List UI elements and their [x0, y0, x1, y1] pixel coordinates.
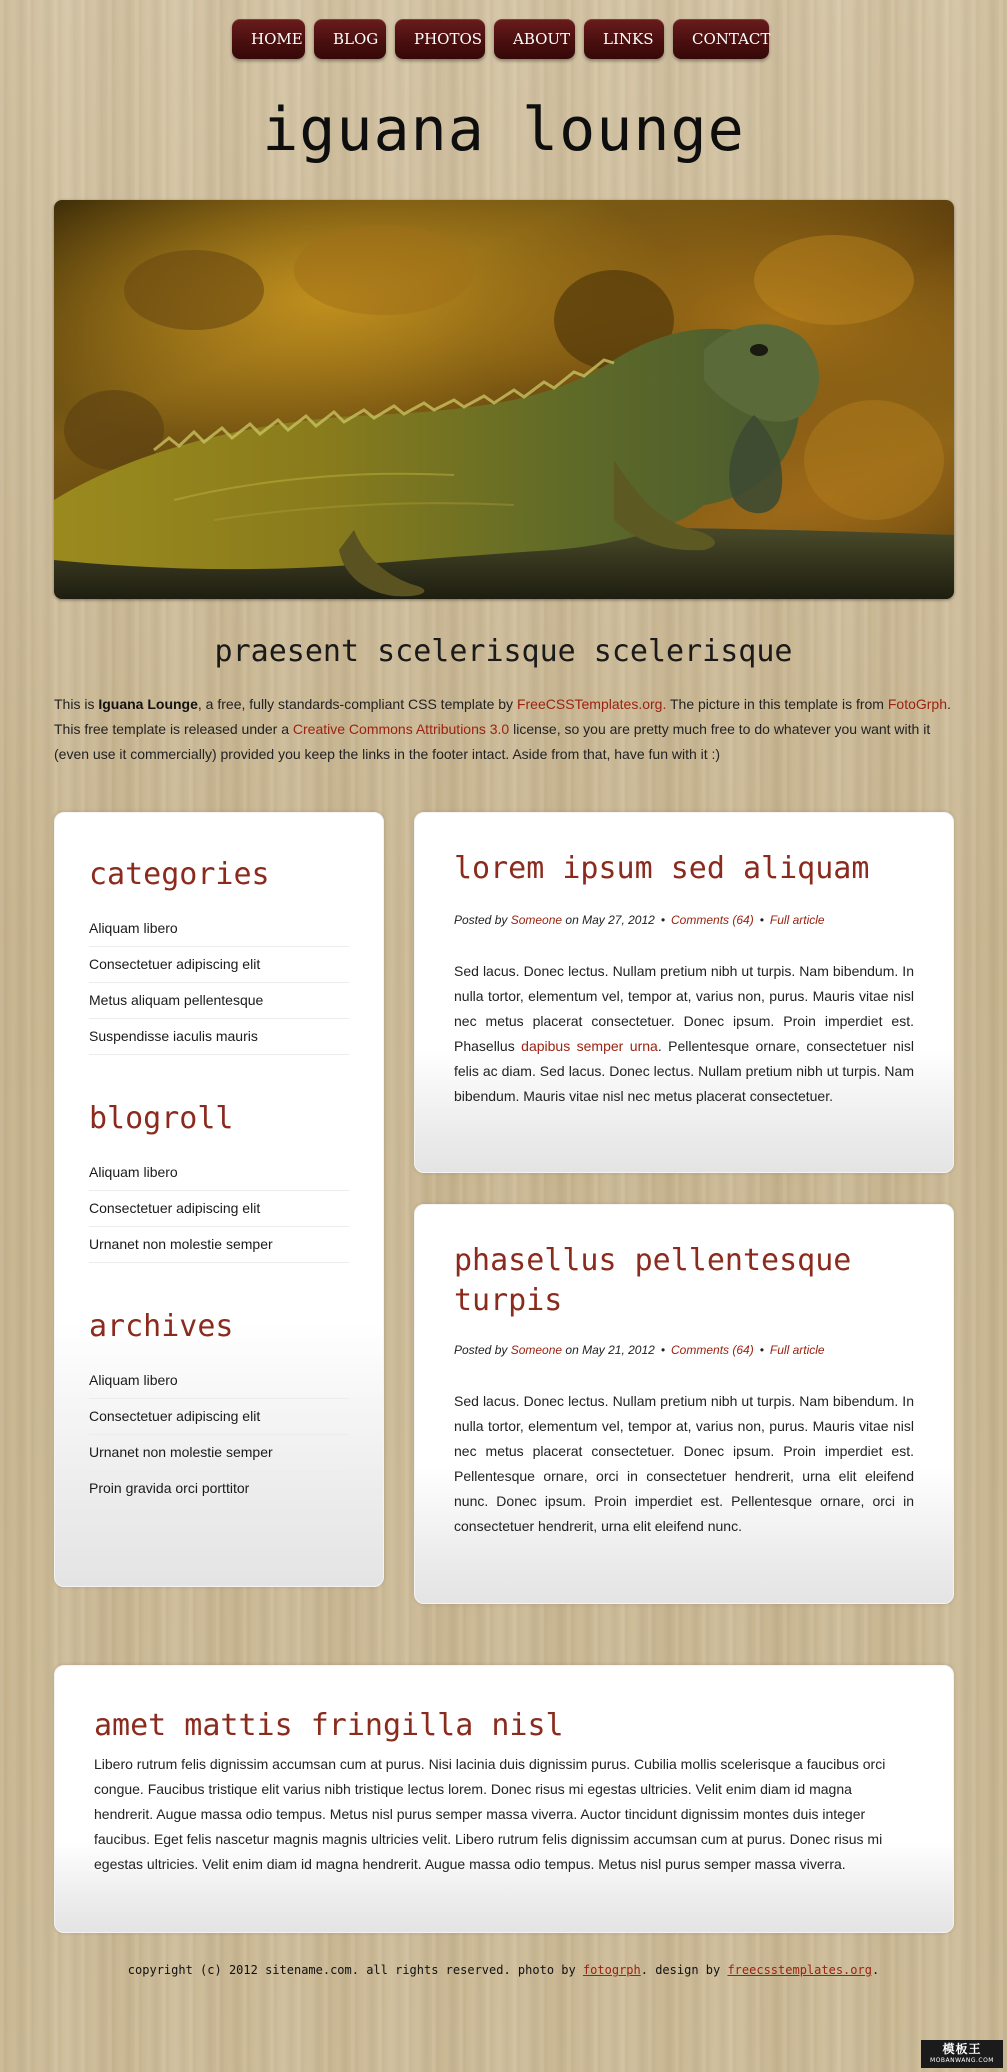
footer-freecsstemplates-link[interactable]: freecsstemplates.org: [727, 1963, 872, 1977]
blogroll-item[interactable]: Aliquam libero: [89, 1155, 349, 1191]
footer-fotogrph-link[interactable]: fotogrph: [582, 1963, 641, 1977]
nav-blog[interactable]: BLOG: [314, 19, 386, 59]
footer-text: copyright (c) 2012 sitename.com. all rights reserved. photo by: [127, 1963, 583, 1977]
archives-heading: archives: [89, 1309, 234, 1344]
watermark-logo: [921, 2040, 1003, 2068]
footer-text: .: [871, 1963, 880, 1977]
dapibus-link[interactable]: dapibus semper urna: [521, 1038, 658, 1054]
nav-contact[interactable]: CONTACT: [673, 19, 769, 59]
intro-brand: Iguana Lounge: [98, 696, 198, 712]
meta-separator: •: [759, 1343, 764, 1357]
meta-separator: •: [660, 1343, 666, 1357]
iguana-photo: [54, 200, 954, 599]
footer-text: . design by: [640, 1963, 728, 1977]
site-logo[interactable]: iguana lounge: [262, 95, 745, 165]
post-body-part: Sed lacus. Donec lectus. Nullam pretium nibh ut turpis. Nam bibendum. In nulla tortor, elementum vel, tempor at, varius non, purus. Mauris vitae nisl nec metus placerat consectetuer. Donec ipsum. Proin imperdiet est. Phasellus: [454, 963, 914, 1054]
archive-item[interactable]: Proin gravida orci porttitor: [89, 1471, 349, 1507]
nav-about[interactable]: ABOUT: [494, 19, 575, 59]
nav-photos[interactable]: PHOTOS: [395, 19, 485, 59]
wide-panel: [54, 1665, 954, 1933]
archives-list: [89, 1363, 349, 1507]
category-item[interactable]: Suspendisse iaculis mauris: [89, 1019, 349, 1055]
post-2: [414, 1204, 954, 1604]
intro-text-part: , a free, fully standards-compliant CSS template by: [197, 696, 517, 712]
meta-separator: •: [660, 913, 666, 927]
nav-home[interactable]: HOME: [232, 19, 305, 59]
intro-text-part: . This free template is released under a: [54, 696, 951, 737]
watermark-url: MOBANWANG.COM: [930, 2057, 994, 2064]
nav-links[interactable]: LINKS: [584, 19, 664, 59]
categories-heading: categories: [89, 857, 270, 892]
posted-by-label: Posted by: [454, 1343, 511, 1357]
categories-list: [89, 911, 349, 1055]
freecsstemplates-link[interactable]: FreeCSSTemplates.org.: [516, 696, 667, 712]
comments-link[interactable]: Comments (64): [671, 913, 754, 927]
comments-link[interactable]: Comments (64): [671, 1343, 754, 1357]
post-body: Sed lacus. Donec lectus. Nullam pretium nibh ut turpis. Nam bibendum. In nulla tortor, elementum vel, tempor at, varius non, purus. Mauris vitae nisl nec metus placerat consectetuer. Donec ipsum. Proin imperdiet est. Pellentesque ornare, orci in consectetuer hendrerit, urna elit eleifend nunc. Donec ipsum. Proin imperdiet est. Pellentesque ornare, orci in consectetuer hendrerit, urna elit eleifend nunc.: [454, 1393, 914, 1534]
archive-item[interactable]: Consectetuer adipiscing elit: [89, 1399, 349, 1435]
archives-block: [89, 1309, 349, 1507]
category-item[interactable]: Metus aliquam pellentesque: [89, 983, 349, 1019]
post-date: on May 27, 2012: [562, 913, 655, 927]
author-link[interactable]: Someone: [510, 913, 563, 927]
post-meta: [454, 913, 825, 927]
blogroll-item[interactable]: Consectetuer adipiscing elit: [89, 1191, 349, 1227]
creative-commons-link[interactable]: Creative Commons Attributions 3.0: [292, 721, 510, 737]
main-nav: [232, 19, 769, 59]
intro-text-part: This is: [54, 696, 99, 712]
blogroll-item[interactable]: Urnanet non molestie semper: [89, 1227, 349, 1263]
archive-item[interactable]: Aliquam libero: [89, 1363, 349, 1399]
wide-panel-title: amet mattis fringilla nisl: [94, 1708, 564, 1743]
intro-text-part: license, so you are pretty much free to do whatever you want with it (even use it commercially) provided you keep the links in the footer intact. Aside from that, have fun with it :): [54, 721, 931, 762]
intro-text-part: The picture in this template is from: [666, 696, 888, 712]
footer: [0, 1960, 1007, 1980]
blogroll-heading: blogroll: [89, 1101, 234, 1136]
category-item[interactable]: Consectetuer adipiscing elit: [89, 947, 349, 983]
wide-panel-body: Libero rutrum felis dignissim accumsan cum at purus. Nisi lacinia duis dignissim purus. Cubilia mollis scelerisque a faucibus orci congue. Faucibus tristique elit varius nibh tristique lectus lorem. Donec risus mi egestas ultricies. Velit enim diam id magna hendrerit. Augue massa odio tempus. Metus nisl purus semper massa viverra. Auctor tincidunt dignissim montes duis integer faucibus. Eget felis nascetur magnis magnis ultricies velit. Libero rutrum felis dignissim accumsan cum at purus. Donec risus mi egestas ultricies. Velit enim diam id magna hendrerit. Augue massa odio tempus. Metus nisl purus semper massa viverra.: [94, 1756, 886, 1872]
post-1: [414, 812, 954, 1173]
blogroll-block: [89, 1101, 349, 1263]
intro-text: [54, 692, 954, 767]
watermark-title: 模板王: [942, 2042, 982, 2056]
post-date: on May 21, 2012: [562, 1343, 655, 1357]
archive-item[interactable]: Urnanet non molestie semper: [89, 1435, 349, 1471]
full-article-link[interactable]: Full article: [769, 1343, 825, 1357]
sidebar: [54, 812, 384, 1587]
intro-heading: praesent scelerisque scelerisque: [214, 634, 793, 669]
post-meta: [454, 1343, 825, 1357]
post-title[interactable]: lorem ipsum sed aliquam: [454, 851, 870, 886]
author-link[interactable]: Someone: [510, 1343, 563, 1357]
blogroll-list: [89, 1155, 349, 1263]
full-article-link[interactable]: Full article: [769, 913, 825, 927]
post-body-part: . Pellentesque ornare, consectetuer nisl felis ac diam. Sed lacus. Donec lectus. Nullam pretium nibh ut turpis. Nam bibendum. Mauris vitae nisl nec metus placerat consectetuer.: [454, 1038, 914, 1104]
fotogrph-link[interactable]: FotoGrph: [887, 696, 947, 712]
meta-separator: •: [759, 913, 764, 927]
categories-block: [89, 857, 349, 1055]
post-body: [454, 959, 914, 1109]
posted-by-label: Posted by: [454, 913, 511, 927]
post-title[interactable]: phasellus pellentesque turpis: [454, 1243, 852, 1318]
banner-image: [54, 200, 954, 599]
category-item[interactable]: Aliquam libero: [89, 911, 349, 947]
